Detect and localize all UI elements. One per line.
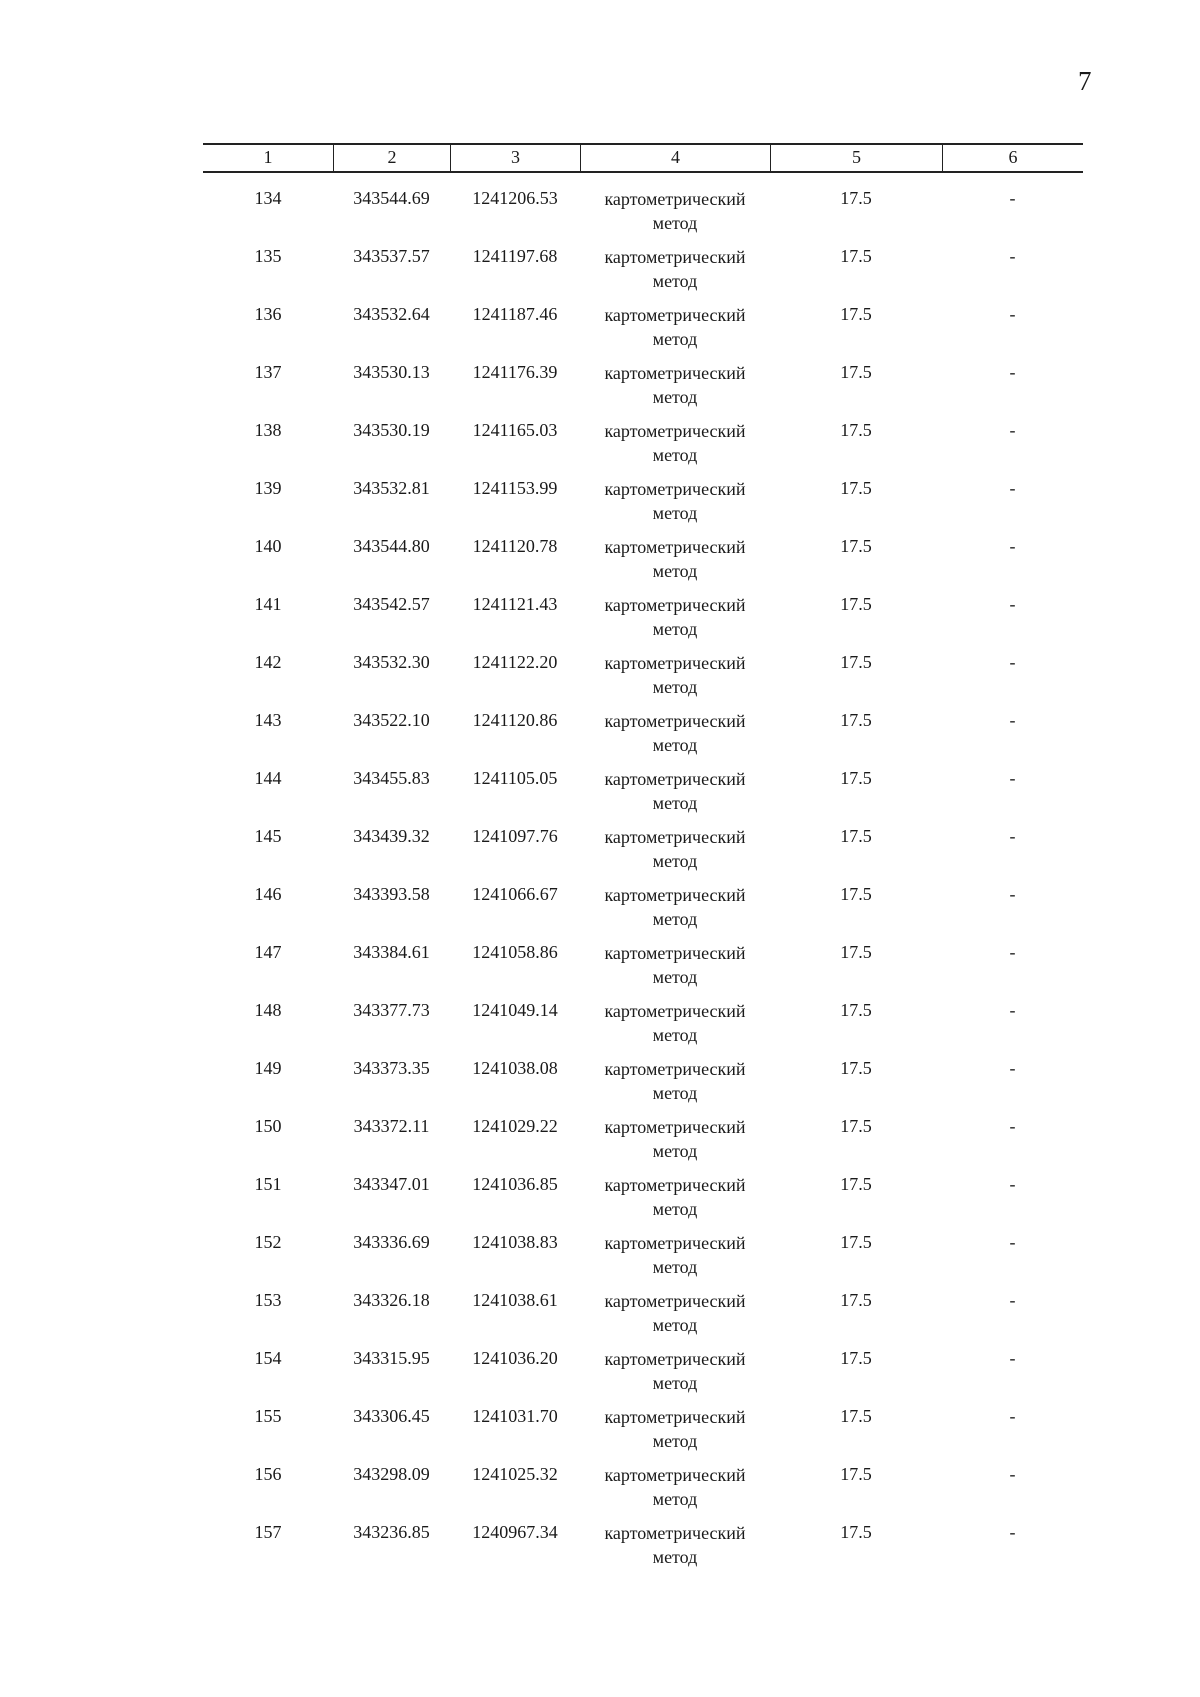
cell-coordinate-x: 343532.64 <box>353 304 430 324</box>
cell-coordinate-y: 1241097.76 <box>472 826 558 846</box>
cell-accuracy: 17.5 <box>840 304 872 324</box>
column-header-6: 6 <box>942 145 1083 171</box>
cell-coordinate-x: 343372.11 <box>353 1116 430 1136</box>
cell-point-number: 148 <box>254 1000 282 1020</box>
cell-coordinate-y: 1241058.86 <box>472 942 558 962</box>
cell-coordinate-x: 343532.81 <box>353 478 430 498</box>
cell-point-number: 138 <box>254 420 282 440</box>
column-header-2: 2 <box>333 145 450 171</box>
cell-coordinate-y: 1241036.85 <box>472 1174 558 1194</box>
cell-coordinate-x: 343347.01 <box>353 1174 430 1194</box>
table-row <box>203 1115 1083 1173</box>
table-row <box>203 651 1083 709</box>
cell-description: - <box>1009 1232 1016 1252</box>
cell-method: картометрический метод <box>604 479 746 523</box>
column-header-3: 3 <box>450 145 580 171</box>
cell-point-number: 134 <box>254 188 282 208</box>
cell-coordinate-x: 343384.61 <box>353 942 430 962</box>
cell-point-number: 145 <box>254 826 282 846</box>
cell-coordinate-x: 343373.35 <box>353 1058 430 1078</box>
cell-description: - <box>1009 1000 1016 1020</box>
cell-accuracy: 17.5 <box>840 1000 872 1020</box>
cell-description: - <box>1009 478 1016 498</box>
column-header-5: 5 <box>770 145 942 171</box>
cell-method: картометрический метод <box>604 1291 746 1335</box>
cell-method: картометрический метод <box>604 537 746 581</box>
cell-point-number: 135 <box>254 246 282 266</box>
cell-coordinate-y: 1241176.39 <box>472 362 558 382</box>
cell-method: картометрический метод <box>604 1523 746 1567</box>
cell-description: - <box>1009 710 1016 730</box>
cell-accuracy: 17.5 <box>840 246 872 266</box>
table-header <box>203 143 1083 173</box>
cell-accuracy: 17.5 <box>840 1232 872 1252</box>
cell-point-number: 154 <box>254 1348 282 1368</box>
cell-point-number: 150 <box>254 1116 282 1136</box>
cell-description: - <box>1009 1406 1016 1426</box>
cell-description: - <box>1009 188 1016 208</box>
cell-method: картометрический метод <box>604 1175 746 1219</box>
cell-point-number: 139 <box>254 478 282 498</box>
cell-method: картометрический метод <box>604 653 746 697</box>
column-header-4: 4 <box>580 145 770 171</box>
cell-point-number: 146 <box>254 884 282 904</box>
cell-accuracy: 17.5 <box>840 362 872 382</box>
cell-method: картометрический метод <box>604 943 746 987</box>
table-row <box>203 999 1083 1057</box>
cell-coordinate-y: 1241038.83 <box>472 1232 558 1252</box>
cell-accuracy: 17.5 <box>840 1058 872 1078</box>
cell-coordinate-x: 343530.19 <box>353 420 430 440</box>
cell-method: картометрический метод <box>604 827 746 871</box>
cell-description: - <box>1009 1058 1016 1078</box>
cell-accuracy: 17.5 <box>840 420 872 440</box>
cell-description: - <box>1009 826 1016 846</box>
cell-description: - <box>1009 246 1016 266</box>
cell-coordinate-x: 343298.09 <box>353 1464 430 1484</box>
cell-coordinate-x: 343542.57 <box>353 594 430 614</box>
cell-coordinate-x: 343393.58 <box>353 884 430 904</box>
cell-coordinate-x: 343439.32 <box>353 826 430 846</box>
table-row <box>203 1405 1083 1463</box>
table-row <box>203 1521 1083 1579</box>
cell-point-number: 149 <box>254 1058 282 1078</box>
cell-point-number: 156 <box>254 1464 282 1484</box>
table-row <box>203 245 1083 303</box>
cell-coordinate-x: 343315.95 <box>353 1348 430 1368</box>
cell-coordinate-x: 343532.30 <box>353 652 430 672</box>
cell-description: - <box>1009 768 1016 788</box>
cell-description: - <box>1009 420 1016 440</box>
cell-coordinate-y: 1241036.20 <box>472 1348 558 1368</box>
cell-coordinate-x: 343537.57 <box>353 246 430 266</box>
table-row <box>203 883 1083 941</box>
cell-coordinate-y: 1241038.61 <box>472 1290 558 1310</box>
cell-point-number: 136 <box>254 304 282 324</box>
cell-point-number: 143 <box>254 710 282 730</box>
cell-method: картометрический метод <box>604 769 746 813</box>
table-row <box>203 419 1083 477</box>
cell-coordinate-y: 1241066.67 <box>472 884 558 904</box>
cell-accuracy: 17.5 <box>840 1174 872 1194</box>
table-row <box>203 593 1083 651</box>
cell-coordinate-y: 1241038.08 <box>472 1058 558 1078</box>
table-row <box>203 825 1083 883</box>
cell-point-number: 153 <box>254 1290 282 1310</box>
cell-accuracy: 17.5 <box>840 594 872 614</box>
cell-description: - <box>1009 1174 1016 1194</box>
table-row <box>203 187 1083 245</box>
cell-coordinate-x: 343336.69 <box>353 1232 430 1252</box>
cell-accuracy: 17.5 <box>840 942 872 962</box>
cell-accuracy: 17.5 <box>840 1348 872 1368</box>
cell-point-number: 142 <box>254 652 282 672</box>
cell-description: - <box>1009 1464 1016 1484</box>
cell-description: - <box>1009 652 1016 672</box>
cell-coordinate-x: 343544.69 <box>353 188 430 208</box>
cell-coordinate-y: 1241025.32 <box>472 1464 558 1484</box>
cell-accuracy: 17.5 <box>840 710 872 730</box>
cell-accuracy: 17.5 <box>840 1116 872 1136</box>
table-row <box>203 1463 1083 1521</box>
cell-coordinate-x: 343326.18 <box>353 1290 430 1310</box>
cell-coordinate-x: 343455.83 <box>353 768 430 788</box>
cell-accuracy: 17.5 <box>840 536 872 556</box>
cell-coordinate-y: 1241031.70 <box>472 1406 558 1426</box>
cell-method: картометрический метод <box>604 1407 746 1451</box>
cell-coordinate-y: 1240967.34 <box>472 1522 558 1542</box>
cell-method: картометрический метод <box>604 711 746 755</box>
cell-description: - <box>1009 1348 1016 1368</box>
cell-method: картометрический метод <box>604 363 746 407</box>
table-row <box>203 1057 1083 1115</box>
cell-description: - <box>1009 536 1016 556</box>
cell-point-number: 155 <box>254 1406 282 1426</box>
cell-method: картометрический метод <box>604 1233 746 1277</box>
cell-description: - <box>1009 884 1016 904</box>
cell-point-number: 144 <box>254 768 282 788</box>
cell-accuracy: 17.5 <box>840 1522 872 1542</box>
cell-point-number: 141 <box>254 594 282 614</box>
cell-coordinate-y: 1241029.22 <box>472 1116 558 1136</box>
cell-accuracy: 17.5 <box>840 1406 872 1426</box>
cell-accuracy: 17.5 <box>840 1464 872 1484</box>
cell-description: - <box>1009 942 1016 962</box>
cell-accuracy: 17.5 <box>840 768 872 788</box>
cell-method: картометрический метод <box>604 1059 746 1103</box>
table-body <box>203 187 1083 1579</box>
cell-coordinate-y: 1241120.78 <box>472 536 558 556</box>
cell-coordinate-y: 1241105.05 <box>472 768 558 788</box>
cell-method: картометрический метод <box>604 1117 746 1161</box>
column-header-1: 1 <box>263 147 273 167</box>
cell-method: картометрический метод <box>604 1465 746 1509</box>
cell-description: - <box>1009 1116 1016 1136</box>
cell-accuracy: 17.5 <box>840 478 872 498</box>
cell-point-number: 151 <box>254 1174 282 1194</box>
cell-point-number: 152 <box>254 1232 282 1252</box>
cell-method: картометрический метод <box>604 421 746 465</box>
table-row <box>203 709 1083 767</box>
cell-description: - <box>1009 304 1016 324</box>
cell-coordinate-x: 343522.10 <box>353 710 430 730</box>
table-row <box>203 1347 1083 1405</box>
cell-description: - <box>1009 1522 1016 1542</box>
cell-method: картометрический метод <box>604 595 746 639</box>
table-row <box>203 535 1083 593</box>
cell-accuracy: 17.5 <box>840 188 872 208</box>
cell-method: картометрический метод <box>604 247 746 291</box>
cell-coordinate-x: 343530.13 <box>353 362 430 382</box>
cell-accuracy: 17.5 <box>840 652 872 672</box>
cell-point-number: 137 <box>254 362 282 382</box>
cell-coordinate-y: 1241153.99 <box>472 478 558 498</box>
table-row <box>203 767 1083 825</box>
table-row <box>203 1289 1083 1347</box>
cell-coordinate-y: 1241121.43 <box>472 594 558 614</box>
cell-description: - <box>1009 1290 1016 1310</box>
cell-method: картометрический метод <box>604 189 746 233</box>
cell-method: картометрический метод <box>604 885 746 929</box>
cell-accuracy: 17.5 <box>840 884 872 904</box>
cell-coordinate-y: 1241206.53 <box>472 188 558 208</box>
cell-coordinate-x: 343306.45 <box>353 1406 430 1426</box>
table-row <box>203 361 1083 419</box>
cell-coordinate-x: 343236.85 <box>353 1522 430 1542</box>
cell-method: картометрический метод <box>604 1001 746 1045</box>
cell-coordinate-y: 1241122.20 <box>472 652 558 672</box>
cell-coordinate-y: 1241049.14 <box>472 1000 558 1020</box>
cell-point-number: 157 <box>254 1522 282 1542</box>
table-row <box>203 941 1083 999</box>
cell-method: картометрический метод <box>604 1349 746 1393</box>
cell-coordinate-x: 343377.73 <box>353 1000 430 1020</box>
cell-coordinate-x: 343544.80 <box>353 536 430 556</box>
cell-point-number: 140 <box>254 536 282 556</box>
cell-point-number: 147 <box>254 942 282 962</box>
table-row <box>203 303 1083 361</box>
cell-coordinate-y: 1241165.03 <box>472 420 558 440</box>
cell-coordinate-y: 1241120.86 <box>472 710 558 730</box>
table-row <box>203 1173 1083 1231</box>
cell-accuracy: 17.5 <box>840 826 872 846</box>
table-row <box>203 1231 1083 1289</box>
cell-accuracy: 17.5 <box>840 1290 872 1310</box>
cell-coordinate-y: 1241197.68 <box>472 246 558 266</box>
table-row <box>203 477 1083 535</box>
cell-coordinate-y: 1241187.46 <box>472 304 558 324</box>
page-number: 7 <box>1078 66 1092 96</box>
cell-method: картометрический метод <box>604 305 746 349</box>
cell-description: - <box>1009 362 1016 382</box>
cell-description: - <box>1009 594 1016 614</box>
